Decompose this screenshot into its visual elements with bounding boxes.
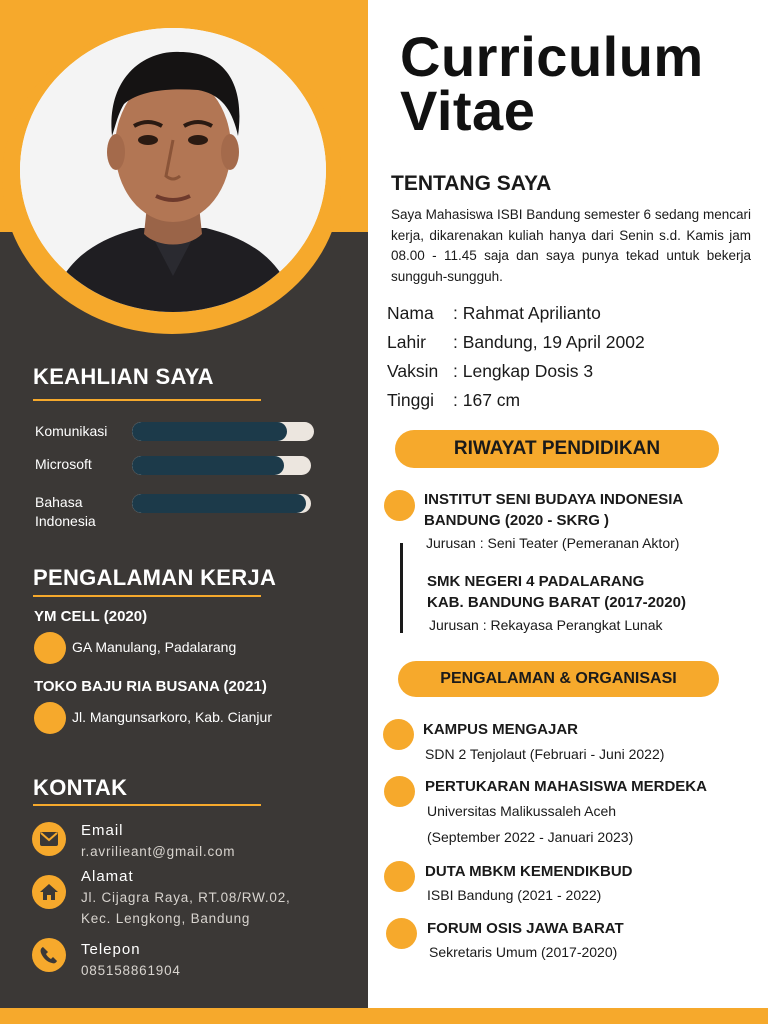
skills-underline xyxy=(33,399,261,401)
job-place: Jl. Mangunsarkoro, Kab. Cianjur xyxy=(72,709,272,725)
bullet-dot xyxy=(384,776,415,807)
education-heading: RIWAYAT PENDIDIKAN xyxy=(395,430,719,468)
info-key: Nama xyxy=(387,303,434,323)
org-title: KAMPUS MENGAJAR xyxy=(423,721,579,738)
info-value: : Rahmat Aprilianto xyxy=(453,303,601,323)
edu-title-line-1: SMK NEGERI 4 PADALARANG xyxy=(427,573,645,590)
timeline-line xyxy=(400,543,403,633)
org-title: FORUM OSIS JAWA BARAT xyxy=(427,920,624,937)
work-underline xyxy=(33,595,261,597)
job-place: GA Manulang, Padalarang xyxy=(72,639,237,655)
edu-title-line-2: BANDUNG (2020 - SKRG ) xyxy=(424,512,610,529)
bullet-dot xyxy=(383,719,414,750)
org-sub: (September 2022 - Januari 2023) xyxy=(427,829,634,845)
sidebar xyxy=(0,0,368,1008)
bullet-dot xyxy=(386,918,417,949)
skill-bar-fill xyxy=(132,422,287,441)
skill-label: Microsoft xyxy=(35,456,92,472)
job-title: YM CELL (2020) xyxy=(34,608,148,625)
info-value: : Lengkap Dosis 3 xyxy=(453,361,594,381)
address-line-2: Kec. Lengkong, Bandung xyxy=(81,911,251,926)
org-sub: Universitas Malikussaleh Aceh xyxy=(427,803,617,819)
envelope-icon xyxy=(32,822,66,856)
org-title: DUTA MBKM KEMENDIKBUD xyxy=(425,863,633,880)
edu-title-line-2: KAB. BANDUNG BARAT (2017-2020) xyxy=(427,594,686,611)
address-label: Alamat xyxy=(81,868,134,885)
skill-bar-bahasa-indonesia xyxy=(132,494,311,513)
info-value: : 167 cm xyxy=(453,390,521,410)
info-row-tinggi xyxy=(387,390,520,411)
email-label: Email xyxy=(81,822,124,839)
contact-underline xyxy=(33,804,261,806)
contact-heading: KONTAK xyxy=(33,775,128,800)
about-text: Saya Mahasiswa ISBI Bandung semester 6 sedang mencari kerja, dikarenakan kuliah hanya dari Senin s.d. Kamis jam 08.00 - 11.45 saja dan saya punya tekad untuk bekerja sungguh-sungguh. xyxy=(391,207,751,284)
phone-label: Telepon xyxy=(81,941,141,958)
info-row-nama xyxy=(387,303,601,324)
org-title: PERTUKARAN MAHASISWA MERDEKA xyxy=(425,778,707,795)
info-key: Tinggi xyxy=(387,390,435,410)
edu-sub: Jurusan : Rekayasa Perangkat Lunak xyxy=(429,617,663,633)
phone-icon xyxy=(32,938,66,972)
info-key: Vaksin xyxy=(387,361,439,381)
bullet-dot xyxy=(384,490,415,521)
skill-bar-fill xyxy=(132,494,306,513)
page-title xyxy=(400,25,704,142)
info-key: Lahir xyxy=(387,332,426,352)
organization-heading: PENGALAMAN & ORGANISASI xyxy=(398,661,719,697)
address-line-1: Jl. Cijagra Raya, RT.08/RW.02, xyxy=(81,890,291,905)
work-heading: PENGALAMAN KERJA xyxy=(33,565,277,590)
house-icon xyxy=(32,875,66,909)
title-line-2: Vitae xyxy=(400,79,536,142)
title-line-1: Curriculum xyxy=(400,25,704,88)
org-sub: SDN 2 Tenjolaut (Februari - Juni 2022) xyxy=(425,746,665,762)
bullet-dot xyxy=(384,861,415,892)
edu-title xyxy=(427,571,686,613)
edu-title xyxy=(424,489,683,531)
org-sub: ISBI Bandung (2021 - 2022) xyxy=(427,887,602,903)
bullet-dot xyxy=(34,702,66,734)
job-title: TOKO BAJU RIA BUSANA (2021) xyxy=(34,678,267,695)
phone-value[interactable]: 085158861904 xyxy=(81,963,181,978)
info-row-lahir xyxy=(387,332,645,353)
skill-bar-microsoft xyxy=(132,456,311,475)
about-heading: TENTANG SAYA xyxy=(391,172,552,195)
org-sub: Sekretaris Umum (2017-2020) xyxy=(429,944,618,960)
edu-sub: Jurusan : Seni Teater (Pemeranan Aktor) xyxy=(426,535,680,551)
email-value[interactable]: r.avrilieant@gmail.com xyxy=(81,844,236,859)
skill-label: Bahasa Indonesia xyxy=(35,494,96,529)
skills-heading: KEAHLIAN SAYA xyxy=(33,364,214,389)
footer-bar xyxy=(0,1008,768,1024)
skill-bar-komunikasi xyxy=(132,422,314,441)
info-row-vaksin xyxy=(387,361,593,382)
info-value: : Bandung, 19 April 2002 xyxy=(453,332,645,352)
edu-title-line-1: INSTITUT SENI BUDAYA INDONESIA xyxy=(424,491,684,508)
bullet-dot xyxy=(34,632,66,664)
skill-label: Komunikasi xyxy=(35,423,108,439)
profile-photo xyxy=(20,28,326,312)
skill-bar-fill xyxy=(132,456,284,475)
